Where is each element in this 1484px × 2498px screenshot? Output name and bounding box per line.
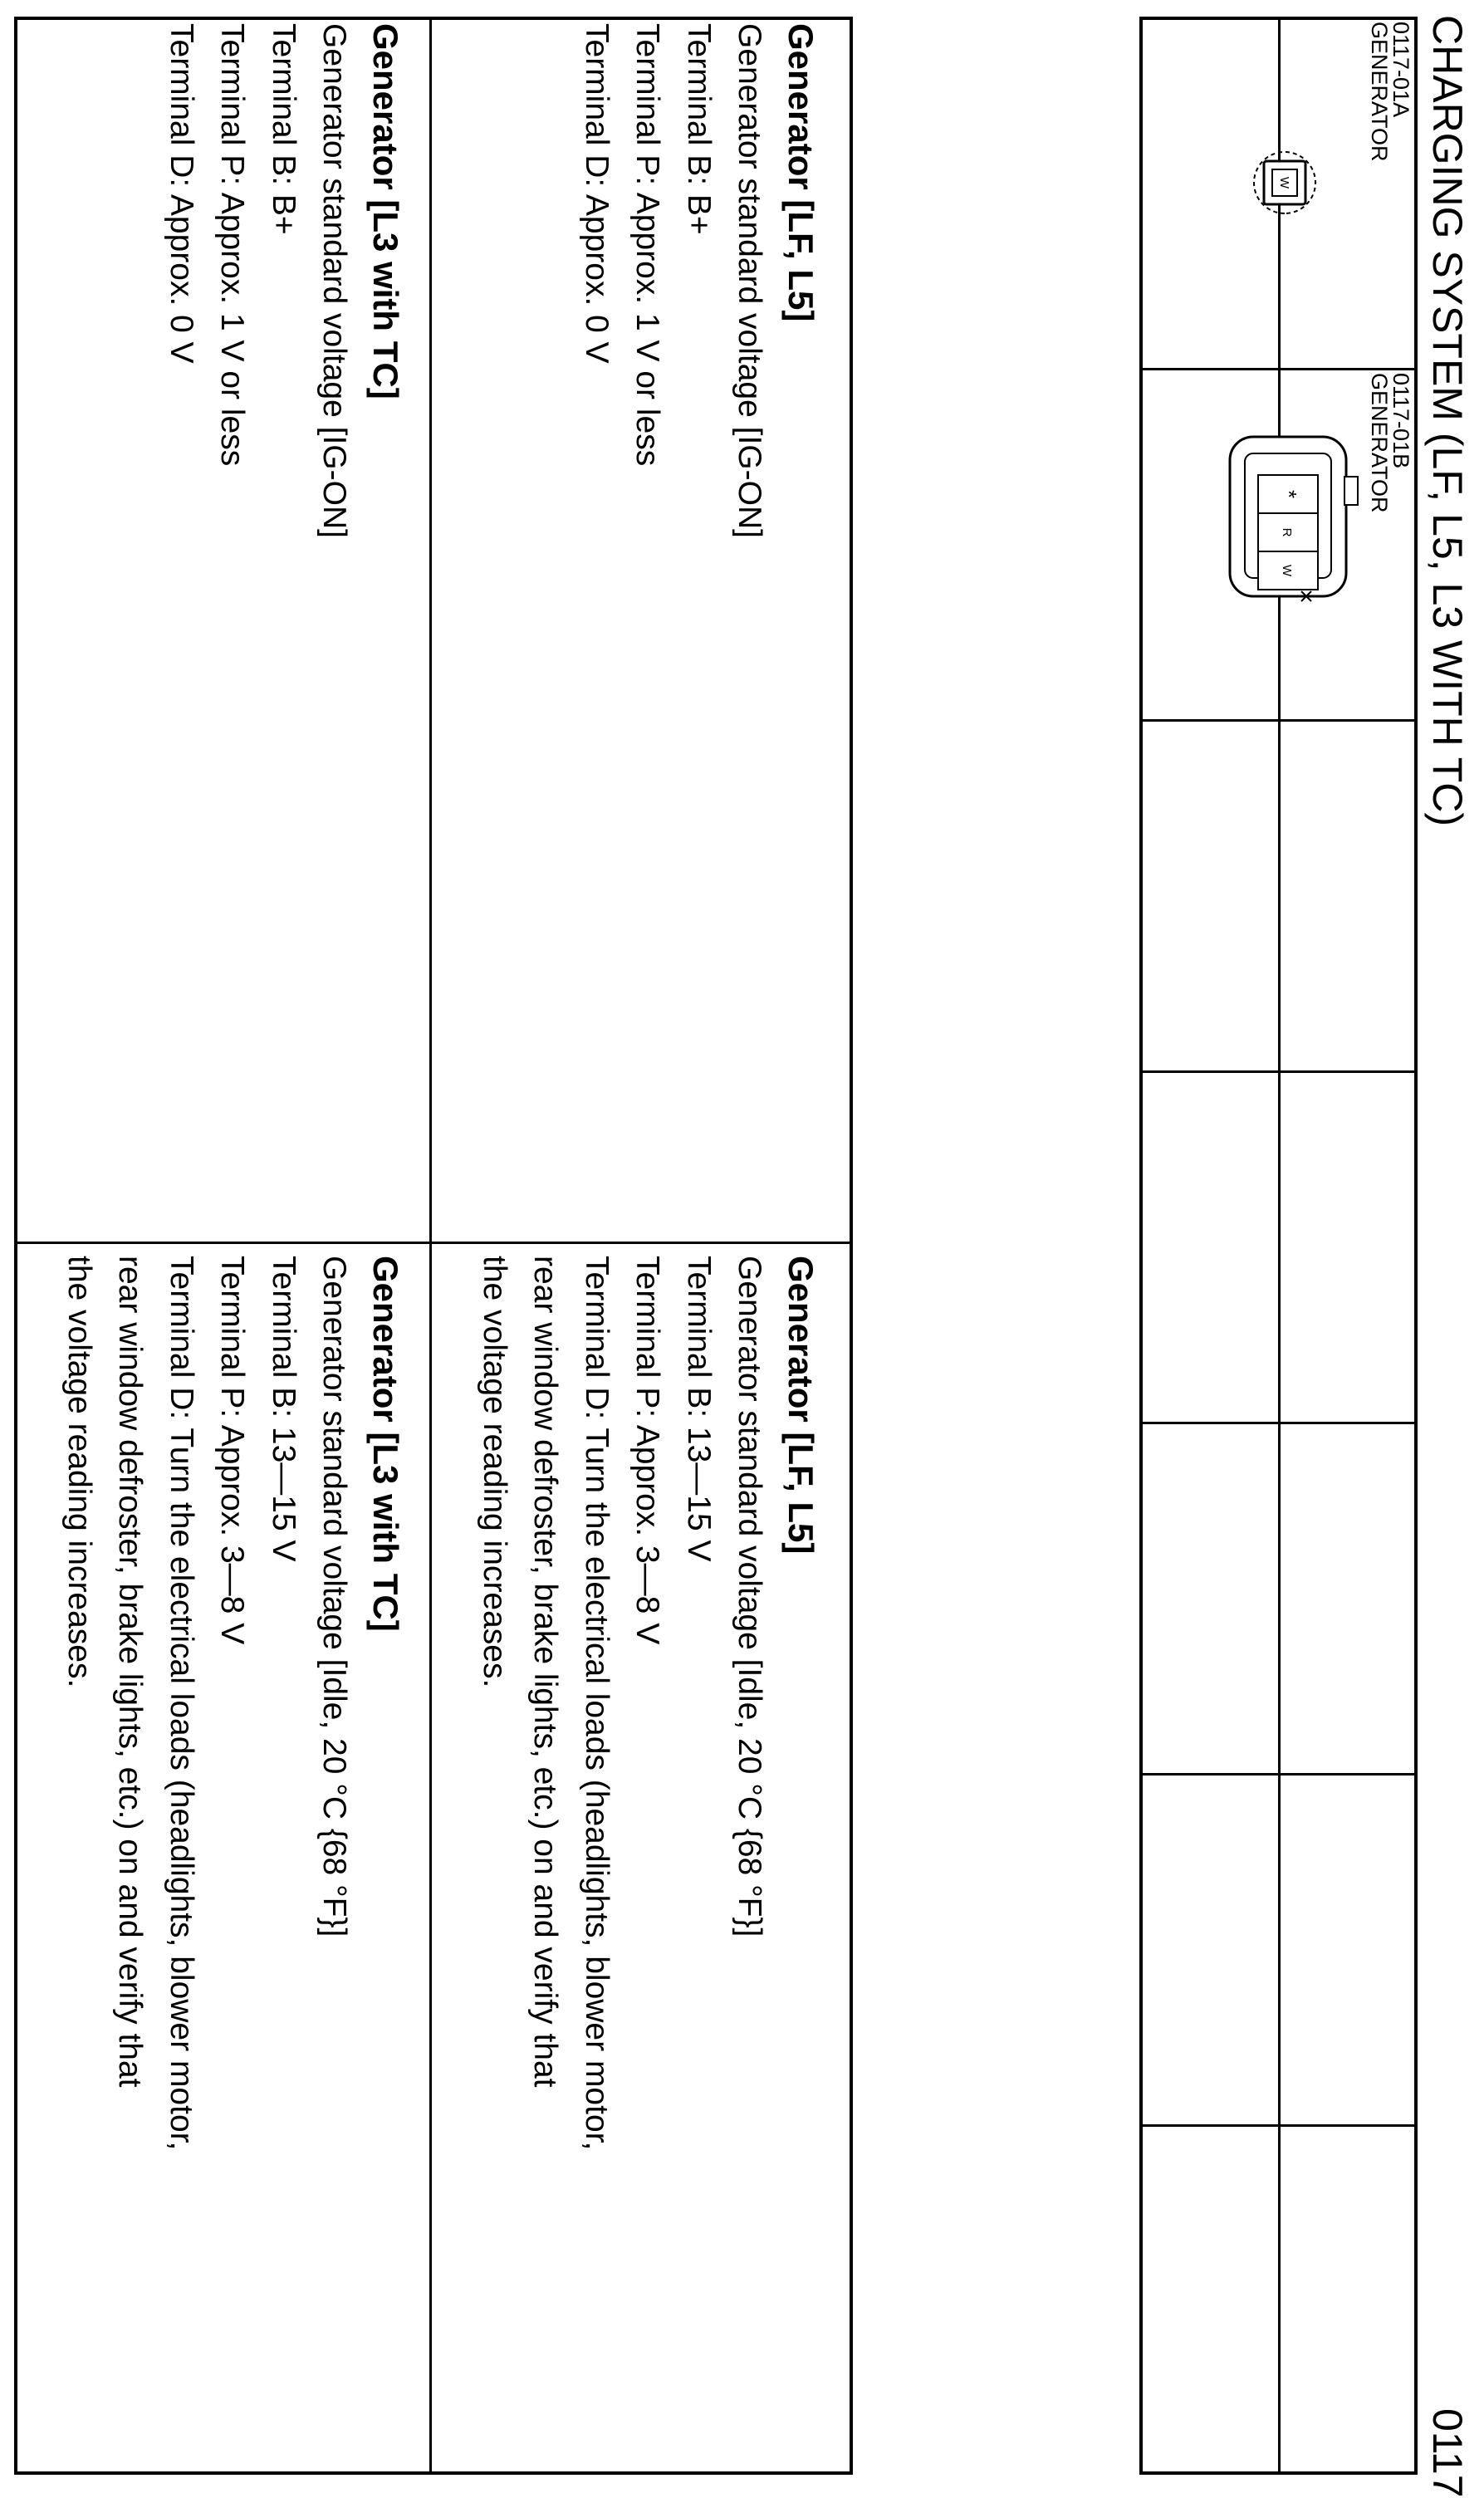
connector-name: GENERATOR xyxy=(1367,22,1392,162)
spec-heading: Generator [LF, L5] xyxy=(781,1256,820,1555)
spec-block-lf-l5-ig-on xyxy=(571,23,827,538)
spec-heading: Generator [L3 with TC] xyxy=(366,23,405,399)
connector-name: GENERATOR xyxy=(1367,373,1392,513)
spec-line: Generator standard voltage [Idle, 20 °C {68 °F}] xyxy=(316,1256,353,1937)
spec-line: the voltage reading increases. xyxy=(61,1256,97,1688)
spec-line: Terminal D: Turn the electrical loads (headlights, blower motor, xyxy=(579,1256,615,2151)
spec-line: Terminal B: B+ xyxy=(266,23,301,235)
connector-grid-col-line xyxy=(1139,368,1418,370)
connector-pin-label: R xyxy=(1280,527,1294,537)
spec-line: Terminal D: Approx. 0 V xyxy=(579,23,615,364)
spec-line: rear window defroster, brake lights, etc.) on and verify that xyxy=(527,1256,564,2088)
connector-0117-01a-icon xyxy=(1247,149,1322,216)
spec-heading: Generator [L3 with TC] xyxy=(366,1256,405,1632)
spec-line: rear window defroster, brake lights, etc.) on and verify that xyxy=(112,1256,149,2088)
connector-grid-col-line xyxy=(1139,2124,1418,2127)
spec-line: Generator standard voltage [IG-ON] xyxy=(732,23,768,538)
spec-block-lf-l5-idle xyxy=(469,1256,827,2150)
connector-grid-col-line xyxy=(1139,1422,1418,1424)
spec-line: Terminal P: Approx. 3—8 V xyxy=(629,1256,666,1645)
spec-table-col-divider xyxy=(14,1242,853,1244)
spec-line: Terminal B: B+ xyxy=(681,23,717,235)
connector-pin-label: * xyxy=(1276,489,1301,499)
page-number: 0117 xyxy=(1424,2408,1471,2498)
connector-0117-01b-icon xyxy=(1212,425,1361,608)
spec-line: Terminal P: Approx. 1 V or less xyxy=(214,23,251,467)
connector-grid-col-line xyxy=(1139,1070,1418,1073)
page-title: CHARGING SYSTEM (LF, L5, L3 WITH TC) xyxy=(1424,15,1471,827)
connector-key-tab xyxy=(1344,477,1358,505)
spec-line: Terminal P: Approx. 1 V or less xyxy=(629,23,666,467)
spec-line: Terminal D: Approx. 0 V xyxy=(164,23,199,364)
connector-grid-col-line xyxy=(1139,1773,1418,1776)
connector-code: 0117-01B xyxy=(1388,373,1413,469)
connector-pin-label: W xyxy=(1277,176,1291,189)
spec-line: Generator standard voltage [Idle, 20 °C {68 °F}] xyxy=(732,1256,768,1937)
spec-line: Terminal D: Turn the electrical loads (headlights, blower motor, xyxy=(164,1256,199,2151)
spec-line: Terminal B: 13—15 V xyxy=(266,1256,301,1562)
spec-block-l3-tc-idle xyxy=(54,1256,412,2150)
connector-grid-col-line xyxy=(1139,719,1418,722)
connector-code: 0117-01A xyxy=(1388,22,1413,118)
spec-line: Terminal P: Approx. 3—8 V xyxy=(214,1256,251,1645)
spec-heading: Generator [LF, L5] xyxy=(781,23,820,322)
spec-block-l3-tc-ig-on xyxy=(156,23,412,538)
spec-line: the voltage reading increases. xyxy=(477,1256,512,1688)
spec-table-row-divider xyxy=(429,17,432,2475)
connector-pin-label: W xyxy=(1280,564,1294,577)
connector-grid-divider xyxy=(1278,17,1281,2475)
spec-line: Generator standard voltage [IG-ON] xyxy=(316,23,353,538)
spec-line: Terminal B: 13—15 V xyxy=(681,1256,717,1562)
